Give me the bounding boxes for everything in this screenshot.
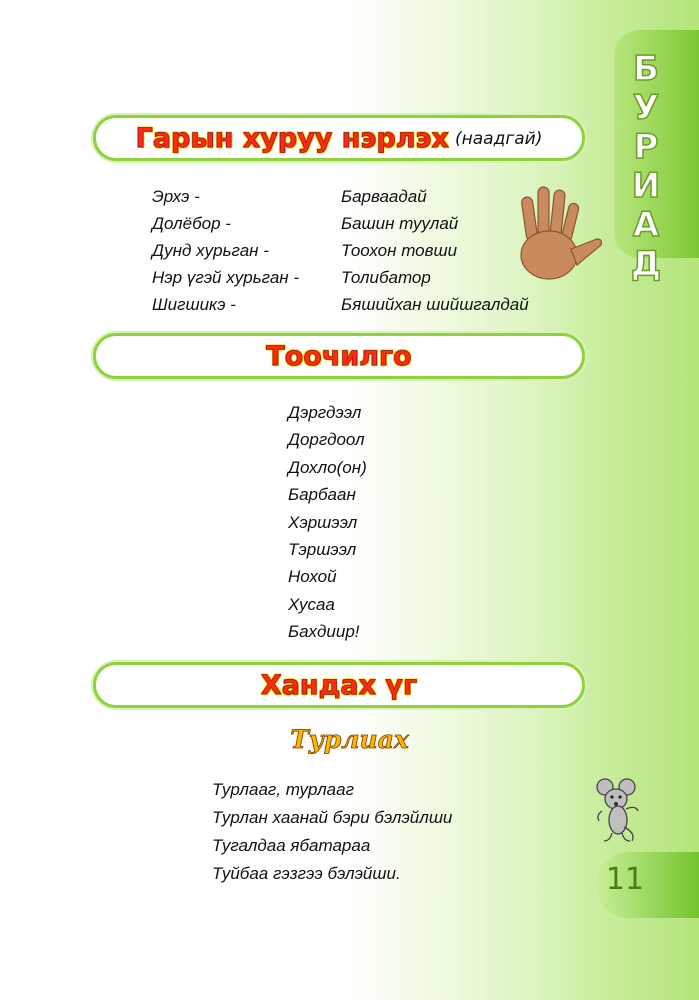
list-item: Бахдиир! bbox=[288, 622, 360, 642]
finger-name-left: Шигшикэ - bbox=[152, 295, 236, 314]
list-item: Дэргдээл bbox=[288, 403, 362, 422]
list-item: Нохой bbox=[288, 567, 337, 587]
finger-name-right: Барваадай bbox=[341, 187, 427, 206]
poem-line: Турлан хаанай бэри бэлэйлши bbox=[212, 808, 453, 827]
counting-list bbox=[288, 399, 367, 646]
language-letter: И bbox=[631, 166, 661, 206]
list-item: Доргдоол bbox=[288, 430, 365, 450]
list-item: Хусаа bbox=[288, 594, 335, 614]
section-banner-finger-names bbox=[93, 115, 585, 161]
language-letter: Д bbox=[630, 244, 662, 284]
finger-name-right: Бяшийхан шийшгалдай bbox=[341, 295, 529, 314]
finger-name-right: Башин туулай bbox=[341, 214, 459, 233]
list-item: Тэршээл bbox=[288, 540, 357, 560]
list-item: Дохло(он) bbox=[288, 457, 367, 477]
section-subtitle: (наадгай) bbox=[454, 129, 543, 149]
finger-name-left: Нэр үгэй хурьган - bbox=[152, 268, 300, 287]
section-title: Гарын хуруу нэрлэх bbox=[135, 122, 449, 154]
poem-line: Тугалдаа ябатараа bbox=[212, 836, 371, 855]
finger-name-right: Толибатор bbox=[341, 268, 431, 287]
language-letter: А bbox=[632, 205, 660, 245]
language-letter: Р bbox=[633, 127, 659, 167]
poem-line: Туйбаа гэзгээ бэлэйши. bbox=[212, 864, 401, 883]
poem-lines bbox=[212, 776, 452, 888]
language-label bbox=[626, 50, 666, 284]
hand-image bbox=[505, 185, 605, 285]
section-banner-counting bbox=[93, 333, 585, 379]
poem-line: Турлааг, турлааг bbox=[212, 780, 354, 799]
page-number: 11 bbox=[605, 862, 645, 897]
list-item: Хэршээл bbox=[288, 512, 358, 532]
mouse-cartoon bbox=[592, 775, 642, 845]
finger-name-left: Долёбор - bbox=[152, 214, 231, 233]
section-title: Хандах үг bbox=[260, 669, 418, 701]
finger-name-left: Эрхэ - bbox=[152, 187, 200, 206]
language-letter: У bbox=[632, 88, 660, 128]
poem-title: Турлиах bbox=[290, 725, 409, 754]
section-banner-address bbox=[93, 662, 585, 708]
finger-name-left: Дунд хурьган - bbox=[152, 241, 269, 260]
finger-name-right: Тоохон товши bbox=[341, 241, 458, 260]
section-title: Тоочилго bbox=[266, 340, 412, 372]
list-item: Барбаан bbox=[288, 485, 356, 505]
language-letter: Б bbox=[633, 49, 659, 89]
